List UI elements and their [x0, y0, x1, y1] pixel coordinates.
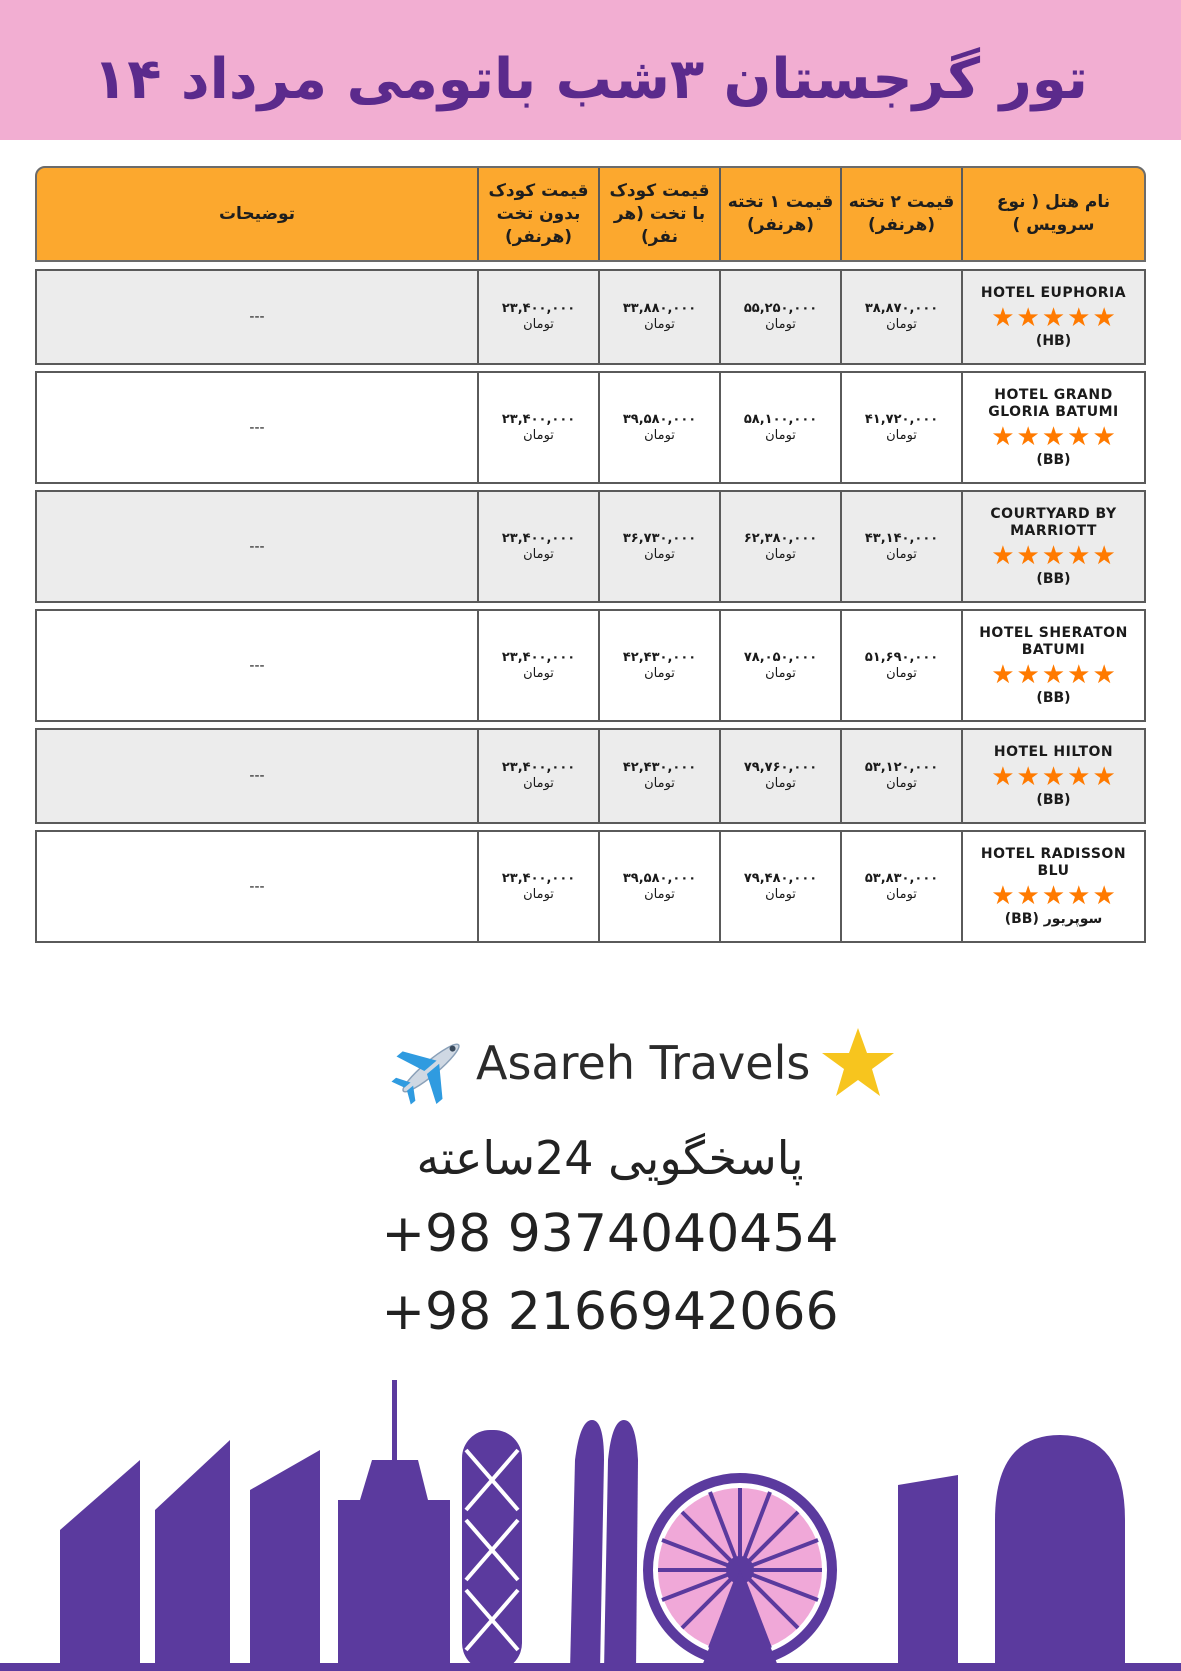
price-value: ۴۳,۱۴۰,۰۰۰: [864, 530, 939, 546]
header-child-nobed-cell: [477, 168, 598, 260]
rating-stars: [991, 659, 1116, 690]
star-icon: ★: [1041, 880, 1066, 911]
price-value: ۷۹,۷۶۰,۰۰۰: [743, 760, 818, 775]
hotel-name: HOTEL HILTON: [993, 743, 1114, 760]
price-unit: تومان: [644, 776, 675, 791]
header-double: قیمت ۲ تخته (هرنفر): [848, 192, 955, 235]
price-child-bed-cell: [598, 730, 719, 822]
price-child-nobed-cell: [477, 832, 598, 941]
price-unit: تومان: [886, 665, 917, 681]
header-double-cell: [840, 168, 961, 260]
price-unit: تومان: [886, 546, 917, 562]
hotel-name: HOTEL RADISSON BLU: [980, 845, 1127, 879]
star-icon: ★: [1092, 761, 1116, 792]
header-single: قیمت ۱ تخته (هرنفر): [727, 192, 834, 235]
price-value: ۲۳,۴۰۰,۰۰۰: [501, 649, 576, 665]
price-value: ۷۹,۴۸۰,۰۰۰: [743, 870, 818, 886]
brand-logo: [390, 1025, 910, 1105]
price-value: ۵۳,۱۲۰,۰۰۰: [864, 760, 939, 775]
price-unit: تومان: [523, 776, 554, 791]
table-row: [35, 490, 1146, 603]
price-unit: تومان: [886, 317, 917, 332]
star-icon: ★: [1067, 761, 1091, 792]
hotel-cell: [961, 832, 1144, 941]
price-value: ۲۳,۴۰۰,۰۰۰: [501, 530, 576, 546]
hotel-service: سوپریور (BB): [1004, 910, 1103, 927]
star-icon: ★: [1092, 659, 1116, 690]
price-unit: تومان: [523, 886, 554, 902]
hotel-name: HOTEL GRAND GLORIA BATUMI: [988, 386, 1119, 420]
price-unit: تومان: [765, 776, 796, 791]
notes-cell: [37, 730, 477, 822]
notes-value: ---: [249, 768, 265, 784]
star-icon: ★: [1041, 659, 1066, 690]
plane-icon: [390, 1029, 472, 1107]
hotel-service: (BB): [1036, 451, 1071, 468]
price-value: ۴۲,۴۳۰,۰۰۰: [622, 649, 697, 665]
price-single-cell: [719, 373, 840, 482]
price-child-bed-cell: [598, 832, 719, 941]
header-notes-cell: [37, 168, 477, 260]
star-icon: ★: [1016, 540, 1040, 571]
brand-name: Asareh Travels: [476, 1036, 811, 1090]
table-header-row: [35, 166, 1146, 262]
price-unit: تومان: [644, 427, 675, 443]
price-value: ۲۳,۴۰۰,۰۰۰: [501, 411, 576, 427]
price-single-cell: [719, 271, 840, 363]
header-child-bed-cell: [598, 168, 719, 260]
price-unit: تومان: [765, 427, 796, 443]
hotel-service: (BB): [1036, 791, 1071, 808]
header-single-cell: [719, 168, 840, 260]
phone-number-mobile[interactable]: +98 9374040454: [381, 1204, 839, 1264]
price-child-nobed-cell: [477, 373, 598, 482]
price-value: ۳۹,۵۸۰,۰۰۰: [622, 411, 697, 427]
hotel-cell: [961, 730, 1144, 822]
table-row: [35, 830, 1146, 943]
hotel-cell: [961, 611, 1144, 720]
price-single-cell: [719, 730, 840, 822]
phone-number-office[interactable]: +98 2166942066: [381, 1282, 839, 1342]
notes-cell: [37, 271, 477, 363]
price-unit: تومان: [765, 317, 796, 332]
star-icon: ★: [991, 761, 1015, 792]
price-value: ۵۸,۱۰۰,۰۰۰: [743, 411, 818, 427]
hotel-cell: [961, 492, 1144, 601]
city-skyline-illustration: [0, 1380, 1181, 1671]
price-child-nobed-cell: [477, 611, 598, 720]
header-child-nobed: قیمت کودک بدون تخت (هرنفر): [488, 180, 589, 247]
star-icon: ★: [1092, 540, 1116, 571]
hotel-name: HOTEL EUPHORIA: [980, 284, 1127, 301]
header-child-bed: قیمت کودک با تخت (هر نفر): [609, 180, 710, 247]
price-value: ۶۲,۳۸۰,۰۰۰: [743, 530, 818, 546]
price-value: ۳۶,۷۳۰,۰۰۰: [622, 530, 697, 546]
price-child-bed-cell: [598, 373, 719, 482]
star-icon: [820, 1025, 896, 1101]
rating-stars: [991, 302, 1116, 333]
table-row: [35, 609, 1146, 722]
table-row: [35, 728, 1146, 824]
star-icon: ★: [1067, 421, 1091, 452]
hotel-service: (BB): [1036, 689, 1071, 706]
star-icon: ★: [1067, 302, 1091, 333]
table-row: [35, 371, 1146, 484]
price-value: ۲۳,۴۰۰,۰۰۰: [501, 301, 576, 316]
price-unit: تومان: [523, 665, 554, 681]
price-unit: تومان: [523, 427, 554, 443]
star-icon: ★: [1016, 659, 1040, 690]
price-single-cell: [719, 611, 840, 720]
star-icon: ★: [1016, 880, 1040, 911]
price-value: ۷۸,۰۵۰,۰۰۰: [743, 649, 818, 665]
notes-value: ---: [249, 309, 265, 325]
price-value: ۳۳,۸۸۰,۰۰۰: [622, 301, 697, 316]
price-unit: تومان: [765, 665, 796, 681]
header-notes: توضیحات: [218, 203, 296, 224]
star-icon: ★: [1016, 761, 1040, 792]
star-icon: ★: [991, 659, 1015, 690]
star-icon: ★: [1041, 302, 1066, 333]
star-icon: ★: [1092, 421, 1116, 452]
price-unit: تومان: [644, 546, 675, 562]
star-icon: ★: [1016, 421, 1040, 452]
hotel-service: (BB): [1036, 570, 1071, 587]
hotel-cell: [961, 271, 1144, 363]
header-hotel-cell: [961, 168, 1144, 260]
price-unit: تومان: [886, 776, 917, 791]
table-row: [35, 269, 1146, 365]
price-double-cell: [840, 492, 961, 601]
star-icon: ★: [1041, 761, 1066, 792]
price-child-bed-cell: [598, 611, 719, 720]
star-icon: ★: [1067, 659, 1091, 690]
header-hotel: نام هتل ( نوع سرویس ): [996, 192, 1111, 235]
hotel-name: COURTYARD BY MARRIOTT: [990, 505, 1117, 539]
price-child-nobed-cell: [477, 271, 598, 363]
rating-stars: [991, 540, 1116, 571]
notes-value: ---: [249, 657, 265, 674]
price-unit: تومان: [644, 317, 675, 332]
price-child-nobed-cell: [477, 730, 598, 822]
notes-cell: [37, 492, 477, 601]
rating-stars: [991, 761, 1116, 792]
star-icon: ★: [1041, 421, 1066, 452]
price-double-cell: [840, 730, 961, 822]
notes-cell: [37, 611, 477, 720]
price-value: ۵۳,۸۳۰,۰۰۰: [864, 870, 939, 886]
price-double-cell: [840, 373, 961, 482]
star-icon: ★: [1041, 540, 1066, 571]
price-unit: تومان: [644, 665, 675, 681]
star-icon: ★: [1092, 302, 1116, 333]
price-value: ۳۸,۸۷۰,۰۰۰: [864, 301, 939, 316]
star-icon: ★: [991, 421, 1015, 452]
notes-value: ---: [249, 538, 265, 555]
hotel-cell: [961, 373, 1144, 482]
price-table: [35, 166, 1146, 949]
price-unit: تومان: [523, 546, 554, 562]
star-icon: ★: [991, 302, 1015, 333]
hotel-service: (HB): [1035, 332, 1072, 349]
price-value: ۲۳,۴۰۰,۰۰۰: [501, 760, 576, 775]
star-icon: ★: [991, 540, 1015, 571]
price-unit: تومان: [644, 886, 675, 902]
price-value: ۴۱,۷۲۰,۰۰۰: [864, 411, 939, 427]
star-icon: ★: [1067, 880, 1091, 911]
price-double-cell: [840, 271, 961, 363]
price-single-cell: [719, 492, 840, 601]
notes-cell: [37, 373, 477, 482]
price-child-nobed-cell: [477, 492, 598, 601]
price-value: ۲۳,۴۰۰,۰۰۰: [501, 870, 576, 886]
price-double-cell: [840, 832, 961, 941]
notes-cell: [37, 832, 477, 941]
price-double-cell: [840, 611, 961, 720]
star-icon: ★: [1092, 880, 1116, 911]
price-value: ۳۹,۵۸۰,۰۰۰: [622, 870, 697, 886]
rating-stars: [991, 880, 1116, 911]
star-icon: ★: [1016, 302, 1040, 333]
price-single-cell: [719, 832, 840, 941]
price-value: ۴۲,۴۳۰,۰۰۰: [622, 760, 697, 775]
price-child-bed-cell: [598, 492, 719, 601]
price-value: ۵۵,۲۵۰,۰۰۰: [743, 301, 818, 316]
notes-value: ---: [249, 419, 265, 436]
price-child-bed-cell: [598, 271, 719, 363]
price-unit: تومان: [765, 546, 796, 562]
price-unit: تومان: [765, 886, 796, 902]
price-unit: تومان: [886, 886, 917, 902]
support-text: پاسخگویی 24ساعته: [416, 1131, 804, 1185]
price-value: ۵۱,۶۹۰,۰۰۰: [864, 649, 939, 665]
price-unit: تومان: [886, 427, 917, 443]
star-icon: ★: [1067, 540, 1091, 571]
star-icon: ★: [991, 880, 1015, 911]
rating-stars: [991, 421, 1116, 452]
price-unit: تومان: [523, 317, 554, 332]
hotel-name: HOTEL SHERATON BATUMI: [979, 624, 1128, 658]
page-title: تور گرجستان ۳شب باتومی مرداد ۱۴: [93, 47, 1088, 112]
notes-value: ---: [249, 878, 265, 895]
